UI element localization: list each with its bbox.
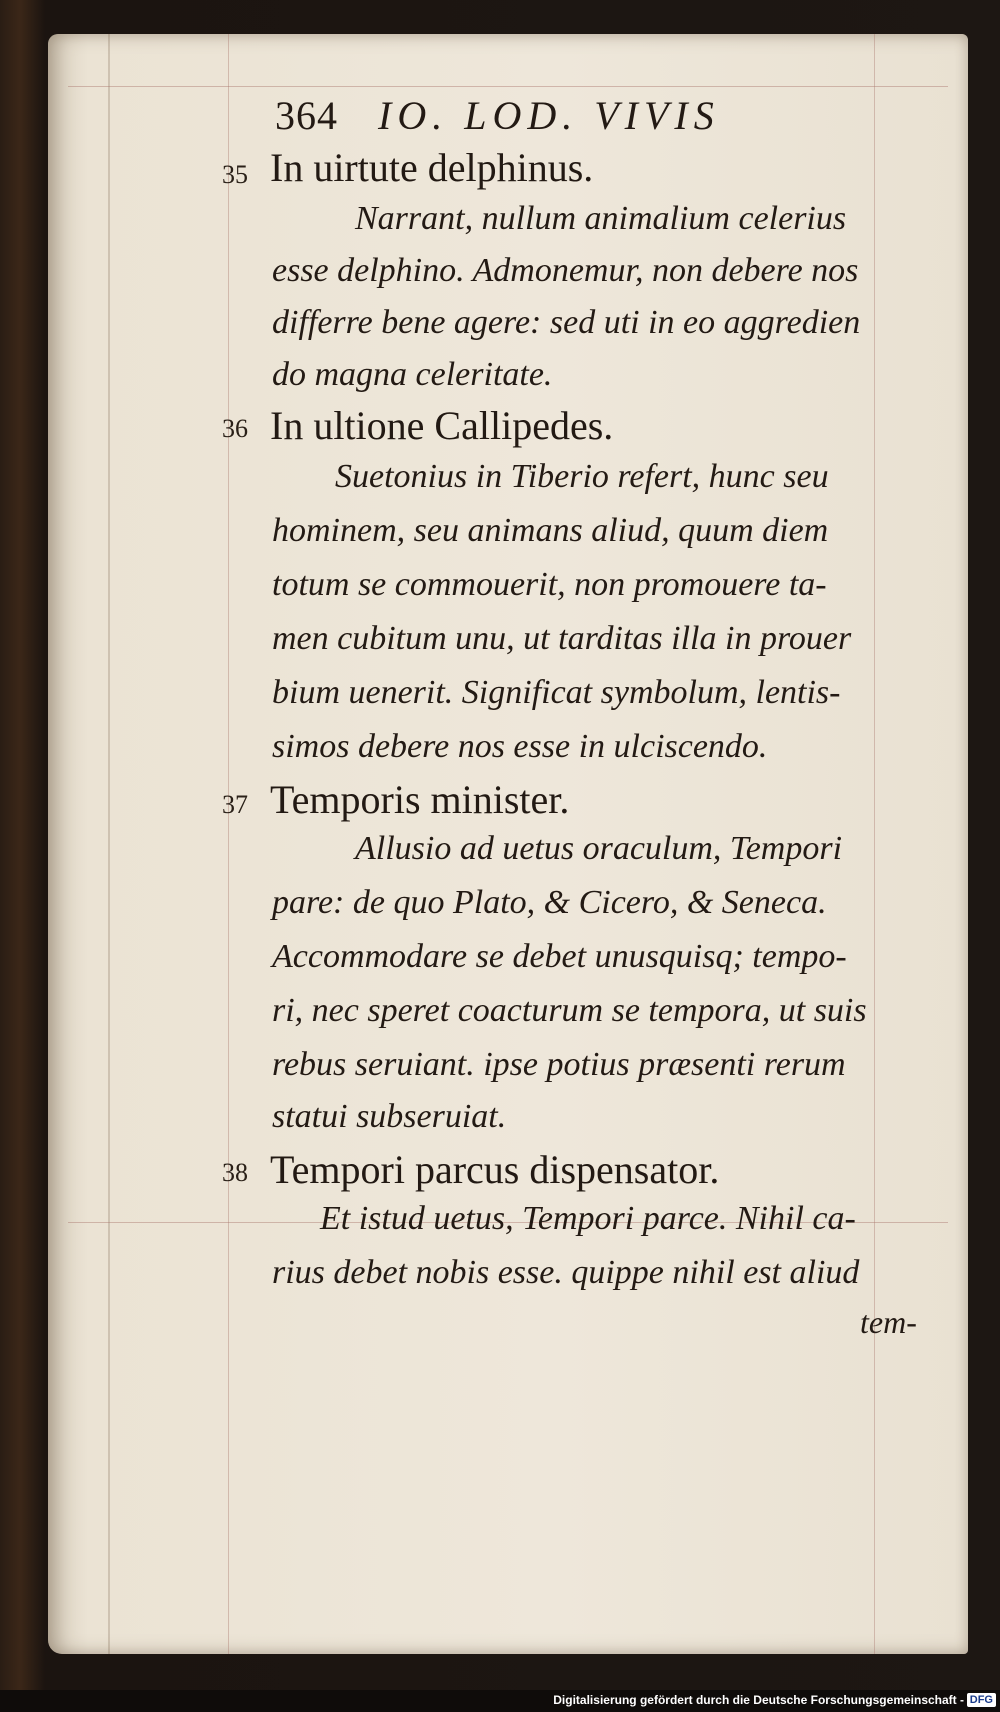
dfg-logo: DFG (967, 1693, 996, 1707)
entry-number: 36 (222, 414, 248, 443)
text-line: Suetonius in Tiberio refert, hunc seu (335, 458, 829, 495)
entry-heading: Temporis minister. (270, 777, 570, 822)
text-line: do magna celeritate. (272, 356, 553, 393)
page-gutter (108, 34, 110, 1654)
digitization-credit: Digitalisierung gefördert durch die Deutsche Forschungsgemeinschaft - (553, 1693, 964, 1707)
running-head-title: IO. LOD. VIVIS (378, 93, 720, 138)
entry-heading: In ultione Callipedes. (270, 403, 614, 448)
text-line: hominem, seu animans aliud, quum diem (272, 512, 829, 549)
text-line: ri, nec speret coacturum se tempora, ut suis (272, 992, 867, 1029)
text-line: totum se commouerit, non promouere ta- (272, 566, 827, 603)
entry-number: 37 (222, 790, 248, 819)
text-line: rius debet nobis esse. quippe nihil est aliud (272, 1254, 860, 1291)
text-line: differre bene agere: sed uti in eo aggredien (272, 304, 861, 341)
entry-number: 38 (222, 1158, 248, 1187)
ruling-line (874, 34, 875, 1654)
text-line: Narrant, nullum animalium celerius (355, 200, 847, 237)
text-line: men cubitum unu, ut tarditas illa in prouer (272, 620, 852, 657)
ruling-line (68, 86, 948, 87)
catchword: tem- (860, 1304, 917, 1340)
text-line: Allusio ad uetus oraculum, Tempori (355, 830, 843, 867)
text-line: simos debere nos esse in ulciscendo. (272, 728, 768, 765)
entry-heading: Tempori parcus dispensator. (270, 1147, 720, 1192)
page-number: 364 (275, 93, 338, 138)
entry-number: 35 (222, 160, 248, 189)
running-head (275, 92, 720, 139)
text-line: Et istud uetus, Tempori parce. Nihil ca- (320, 1200, 856, 1237)
text-line: esse delphino. Admonemur, non debere nos (272, 252, 859, 289)
text-line: statui subseruiat. (272, 1098, 507, 1135)
ruling-line (228, 34, 229, 1654)
text-line: bium uenerit. Significat symbolum, lentis- (272, 674, 841, 711)
text-line: rebus seruiant. ipse potius præsenti rerum (272, 1046, 846, 1083)
text-line: Accommodare se debet unusquisq; tempo- (272, 938, 847, 975)
text-line: pare: de quo Plato, & Cicero, & Seneca. (272, 884, 827, 921)
entry-heading: In uirtute delphinus. (270, 145, 594, 190)
